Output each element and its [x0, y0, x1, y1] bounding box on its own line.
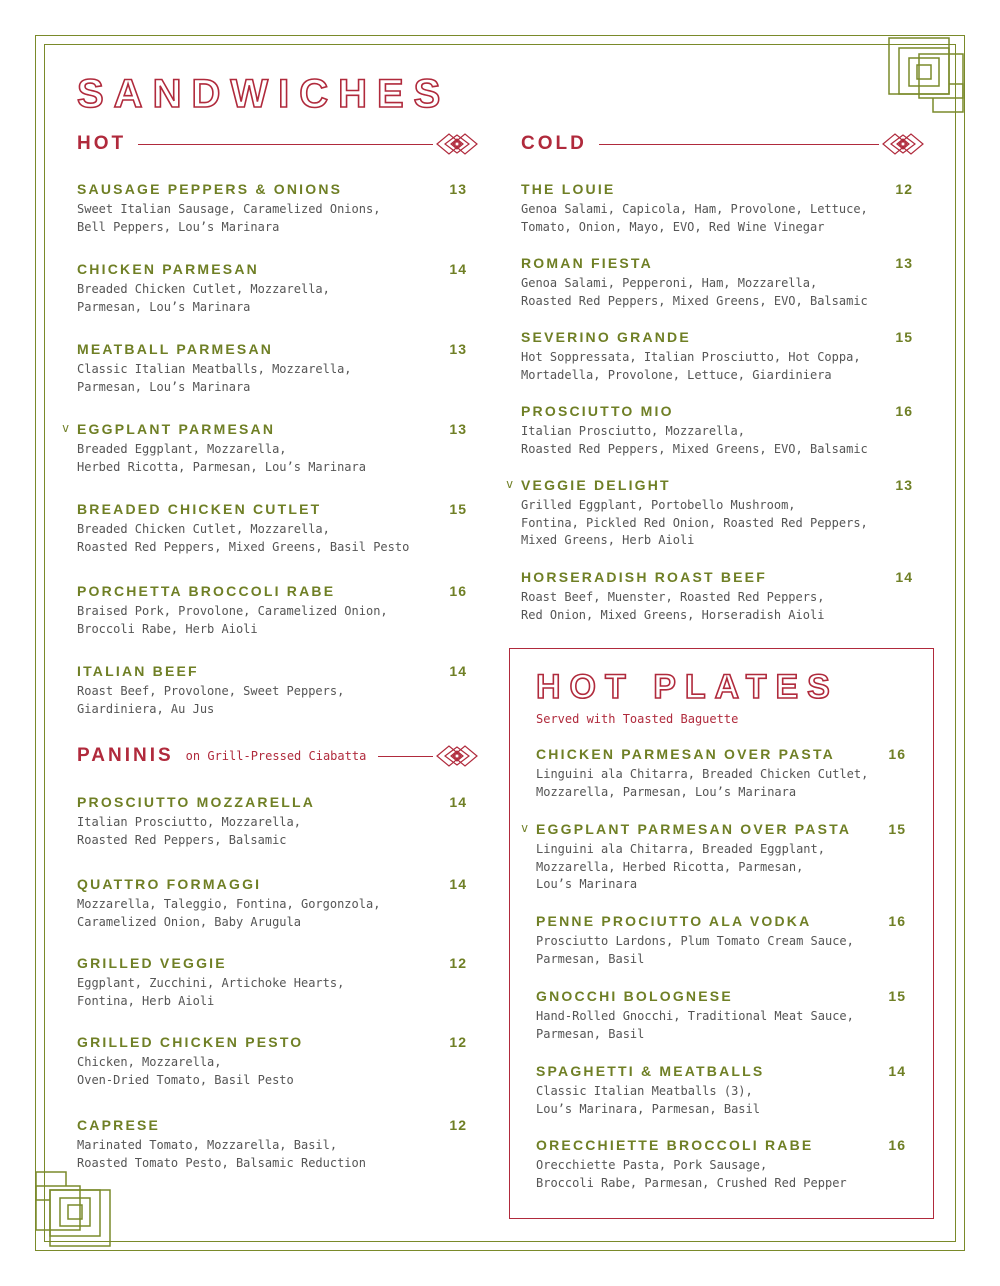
description-line: Mixed Greens, Herb Aioli — [521, 533, 695, 547]
menu-item-price: 12 — [895, 181, 913, 197]
description-line: Herbed Ricotta, Parmesan, Lou’s Marinara — [77, 459, 366, 474]
menu-item-price: 14 — [888, 1063, 906, 1079]
menu-item-header — [521, 403, 913, 421]
menu-item — [62, 421, 467, 476]
menu-item-price: 14 — [449, 876, 467, 892]
menu-item — [536, 1137, 906, 1192]
menu-item-price: 16 — [888, 746, 906, 762]
menu-item-price: 14 — [449, 794, 467, 810]
menu-item-description — [77, 1054, 467, 1089]
menu-item-description — [77, 814, 467, 849]
menu-item-price: 15 — [888, 821, 906, 837]
menu-item-price: 13 — [449, 181, 467, 197]
section-rule — [599, 144, 879, 145]
menu-item-price: 13 — [449, 421, 467, 437]
section-label-cold: COLD — [521, 133, 587, 154]
menu-item-name: CHICKEN PARMESAN — [77, 261, 259, 277]
description-line: Genoa Salami, Pepperoni, Ham, Mozzarella, — [521, 276, 818, 290]
menu-item-description — [521, 349, 913, 384]
menu-item-name: ORECCHIETTE BROCCOLI RABE — [536, 1137, 814, 1153]
menu-item-description — [536, 933, 906, 968]
description-line: Chicken, Mozzarella, — [77, 1055, 222, 1069]
menu-item-header — [521, 329, 913, 347]
menu-item-header — [62, 421, 467, 439]
menu-item-description — [77, 896, 467, 931]
menu-item-description — [77, 361, 467, 396]
description-line: Giardiniera, Au Jus — [77, 701, 215, 716]
menu-item — [521, 821, 906, 894]
description-line: Mozzarella, Herbed Ricotta, Parmesan, — [536, 859, 804, 874]
menu-item-header — [521, 255, 913, 273]
menu-title: SANDWICHES — [77, 72, 451, 116]
corner-ornament-top-right — [885, 36, 967, 116]
menu-item-name: SPAGHETTI & MEATBALLS — [536, 1063, 765, 1079]
description-line: Breaded Chicken Cutlet, Mozzarella, — [77, 282, 330, 296]
menu-item-description — [77, 683, 467, 718]
description-line: Roasted Tomato Pesto, Balsamic Reduction — [77, 1155, 366, 1170]
description-line: Parmesan, Basil — [536, 1026, 645, 1041]
description-line: Braised Pork, Provolone, Caramelized Onion, — [77, 604, 388, 618]
menu-item-name: PROSCIUTTO MIO — [521, 403, 674, 419]
menu-item-name: SEVERINO GRANDE — [521, 329, 691, 345]
menu-item-description — [521, 201, 913, 236]
menu-item-description — [77, 603, 467, 638]
menu-item — [536, 1063, 906, 1118]
menu-item — [77, 1034, 467, 1089]
description-line: Roasted Red Peppers, Mixed Greens, EVO, Balsamic — [521, 441, 868, 456]
menu-item-description — [77, 1137, 467, 1172]
menu-item-name: EGGPLANT PARMESAN — [77, 421, 276, 437]
section-header-cold — [521, 132, 927, 156]
menu-item-price: 14 — [449, 663, 467, 679]
menu-item — [521, 255, 913, 310]
menu-item-name: HORSERADISH ROAST BEEF — [521, 569, 767, 585]
menu-item — [77, 583, 467, 638]
menu-item-price: 16 — [895, 403, 913, 419]
menu-item-price: 16 — [449, 583, 467, 599]
menu-item-price: 15 — [449, 501, 467, 517]
description-line: Breaded Chicken Cutlet, Mozzarella, — [77, 522, 330, 536]
menu-item-header — [77, 583, 467, 601]
corner-ornament-bottom-left — [32, 1168, 114, 1248]
menu-item-name: PORCHETTA BROCCOLI RABE — [77, 583, 336, 599]
description-line: Hot Soppressata, Italian Prosciutto, Hot Coppa, — [521, 350, 861, 364]
menu-item — [506, 477, 913, 550]
description-line: Eggplant, Zucchini, Artichoke Hearts, — [77, 976, 345, 990]
description-line: Roast Beef, Provolone, Sweet Peppers, — [77, 684, 345, 698]
menu-item-name: CHICKEN PARMESAN OVER PASTA — [536, 746, 835, 762]
diamond-ornament-icon — [433, 744, 481, 768]
description-line: Classic Italian Meatballs (3), — [536, 1084, 753, 1098]
menu-item-price: 13 — [895, 477, 913, 493]
menu-item-description — [77, 281, 467, 316]
description-line: Bell Peppers, Lou’s Marinara — [77, 219, 280, 234]
menu-item-header — [77, 955, 467, 973]
menu-item-description — [536, 1008, 906, 1043]
menu-item-header — [77, 663, 467, 681]
description-line: Orecchiette Pasta, Pork Sausage, — [536, 1158, 768, 1172]
menu-item — [77, 181, 467, 236]
section-rule — [378, 756, 433, 757]
section-header-hot — [77, 132, 481, 156]
menu-item-name: ITALIAN BEEF — [77, 663, 199, 679]
menu-item — [536, 913, 906, 968]
section-label-paninis: PANINIS — [77, 745, 174, 766]
menu-item-header — [521, 821, 906, 839]
description-line: Italian Prosciutto, Mozzarella, — [77, 815, 301, 829]
menu-item-header — [521, 181, 913, 199]
menu-item-name: VEGGIE DELIGHT — [521, 477, 671, 493]
menu-item-name: MEATBALL PARMESAN — [77, 341, 274, 357]
description-line: Parmesan, Basil — [536, 951, 645, 966]
menu-item-header — [77, 341, 467, 359]
menu-item-price: 13 — [449, 341, 467, 357]
menu-item-name: CAPRESE — [77, 1117, 161, 1133]
description-line: Broccoli Rabe, Parmesan, Crushed Red Pepper — [536, 1175, 847, 1190]
menu-item-header — [77, 1034, 467, 1052]
description-line: Fontina, Herb Aioli — [77, 993, 215, 1008]
menu-item-description — [536, 766, 906, 801]
menu-item-price: 16 — [888, 913, 906, 929]
description-line: Breaded Eggplant, Mozzarella, — [77, 442, 287, 456]
menu-item — [521, 181, 913, 236]
menu-item — [77, 501, 467, 556]
description-line: Classic Italian Meatballs, Mozzarella, — [77, 362, 352, 376]
menu-item — [77, 794, 467, 849]
description-line: Italian Prosciutto, Mozzarella, — [521, 424, 745, 438]
menu-item-name: EGGPLANT PARMESAN OVER PASTA — [536, 821, 852, 837]
menu-item-price: 12 — [449, 1034, 467, 1050]
description-line: Linguini ala Chitarra, Breaded Chicken Cutlet, — [536, 767, 869, 781]
hot-plates-title: HOT PLATES — [536, 668, 839, 706]
description-line: Oven-Dried Tomato, Basil Pesto — [77, 1072, 294, 1087]
menu-item-header — [77, 501, 467, 519]
description-line: Fontina, Pickled Red Onion, Roasted Red Peppers, — [521, 515, 868, 530]
menu-item-description — [77, 441, 467, 476]
menu-item-header — [536, 913, 906, 931]
menu-item-header — [77, 876, 467, 894]
menu-item-price: 12 — [449, 1117, 467, 1133]
section-subtitle-paninis: on Grill-Pressed Ciabatta — [185, 749, 367, 763]
menu-item — [536, 746, 906, 801]
description-line: Parmesan, Lou’s Marinara — [77, 379, 251, 394]
menu-item-header — [521, 569, 913, 587]
description-line: Caramelized Onion, Baby Arugula — [77, 914, 301, 929]
menu-item-header — [536, 1137, 906, 1155]
menu-item-name: PENNE PROCIUTTO ALA VODKA — [536, 913, 812, 929]
description-line: Mortadella, Provolone, Lettuce, Giardiniera — [521, 367, 832, 382]
menu-item-header — [77, 794, 467, 812]
menu-item — [521, 403, 913, 458]
menu-item — [77, 876, 467, 931]
description-line: Grilled Eggplant, Portobello Mushroom, — [521, 498, 796, 512]
menu-item-description — [77, 975, 467, 1010]
menu-item — [77, 955, 467, 1010]
menu-item-header — [536, 746, 906, 764]
vegetarian-marker: v — [506, 477, 514, 491]
menu-item-name: PROSCIUTTO MOZZARELLA — [77, 794, 316, 810]
menu-item-name: GRILLED VEGGIE — [77, 955, 227, 971]
menu-item-price: 15 — [888, 988, 906, 1004]
description-line: Prosciutto Lardons, Plum Tomato Cream Sauce, — [536, 934, 854, 948]
menu-item — [521, 569, 913, 624]
description-line: Marinated Tomato, Mozzarella, Basil, — [77, 1138, 338, 1152]
description-line: Sweet Italian Sausage, Caramelized Onions, — [77, 202, 381, 216]
menu-item-name: GRILLED CHICKEN PESTO — [77, 1034, 304, 1050]
menu-item — [77, 261, 467, 316]
menu-item-price: 16 — [888, 1137, 906, 1153]
menu-item-description — [521, 275, 913, 310]
menu-item-header — [536, 1063, 906, 1081]
description-line: Roasted Red Peppers, Balsamic — [77, 832, 287, 847]
menu-item-header — [536, 988, 906, 1006]
description-line: Hand-Rolled Gnocchi, Traditional Meat Sauce, — [536, 1009, 854, 1023]
menu-item-name: BREADED CHICKEN CUTLET — [77, 501, 322, 517]
menu-item-header — [77, 1117, 467, 1135]
menu-item-price: 14 — [895, 569, 913, 585]
menu-item-description — [521, 497, 913, 550]
diamond-ornament-icon — [879, 132, 927, 156]
description-line: Roast Beef, Muenster, Roasted Red Peppers, — [521, 590, 825, 604]
diamond-ornament-icon — [433, 132, 481, 156]
description-line: Mozzarella, Parmesan, Lou’s Marinara — [536, 784, 797, 799]
description-line: Lou’s Marinara, Parmesan, Basil — [536, 1101, 760, 1116]
menu-item-name: ROMAN FIESTA — [521, 255, 653, 271]
menu-item-description — [77, 521, 467, 556]
description-line: Genoa Salami, Capicola, Ham, Provolone, Lettuce, — [521, 202, 868, 216]
description-line: Tomato, Onion, Mayo, EVO, Red Wine Vinegar — [521, 219, 825, 234]
menu-item-header — [77, 261, 467, 279]
description-line: Roasted Red Peppers, Mixed Greens, Basil Pesto — [77, 539, 410, 554]
menu-item-description — [536, 841, 906, 894]
menu-item-price: 14 — [449, 261, 467, 277]
menu-item-description — [536, 1083, 906, 1118]
menu-item-price: 15 — [895, 329, 913, 345]
menu-item-description — [536, 1157, 906, 1192]
description-line: Lou’s Marinara — [536, 877, 638, 891]
description-line: Red Onion, Mixed Greens, Horseradish Aioli — [521, 607, 825, 622]
menu-item-header — [506, 477, 913, 495]
section-header-paninis — [77, 744, 481, 768]
menu-item — [77, 1117, 467, 1172]
menu-item-name: GNOCCHI BOLOGNESE — [536, 988, 733, 1004]
menu-item-name: SAUSAGE PEPPERS & ONIONS — [77, 181, 343, 197]
section-rule — [138, 144, 433, 145]
menu-item-price: 12 — [449, 955, 467, 971]
menu-item-description — [77, 201, 467, 236]
vegetarian-marker: v — [521, 821, 529, 835]
menu-item — [77, 663, 467, 718]
description-line: Mozzarella, Taleggio, Fontina, Gorgonzola, — [77, 897, 381, 911]
menu-item — [521, 329, 913, 384]
menu-item-header — [77, 181, 467, 199]
description-line: Roasted Red Peppers, Mixed Greens, EVO, Balsamic — [521, 293, 868, 308]
menu-item-name: QUATTRO FORMAGGI — [77, 876, 262, 892]
menu-item — [536, 988, 906, 1043]
description-line: Parmesan, Lou’s Marinara — [77, 299, 251, 314]
menu-item-price: 13 — [895, 255, 913, 271]
menu-item-name: THE LOUIE — [521, 181, 616, 197]
vegetarian-marker: v — [62, 421, 70, 435]
menu-item — [77, 341, 467, 396]
description-line: Linguini ala Chitarra, Breaded Eggplant, — [536, 842, 825, 856]
description-line: Broccoli Rabe, Herb Aioli — [77, 621, 258, 636]
menu-item-description — [521, 589, 913, 624]
hot-plates-subtitle: Served with Toasted Baguette — [536, 712, 739, 726]
section-label-hot: HOT — [77, 133, 127, 154]
menu-item-description — [521, 423, 913, 458]
